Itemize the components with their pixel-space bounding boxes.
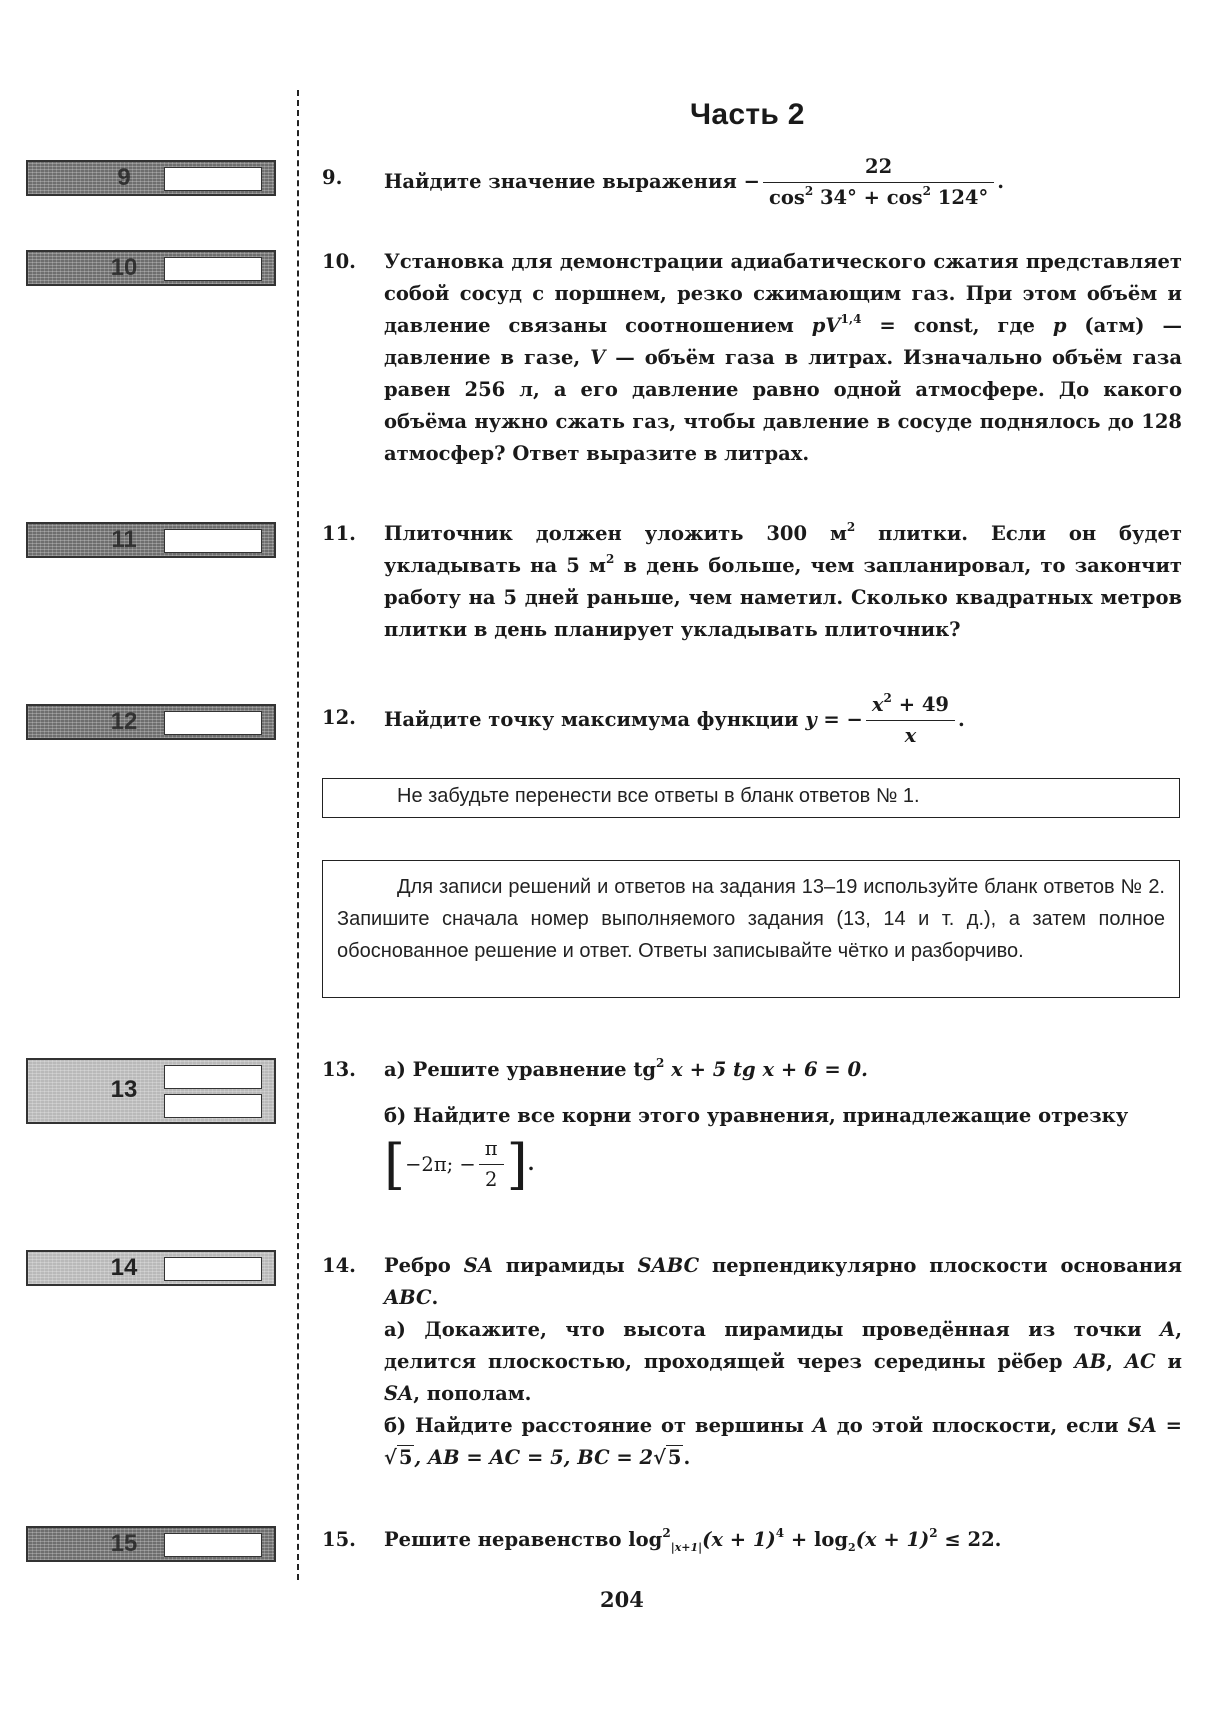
- exponent: 2: [883, 691, 892, 705]
- task-13-part-a: [384, 1054, 1182, 1086]
- variable-x: x: [871, 693, 884, 716]
- text-part: плитки. Если он будет укладывать на 5 м: [384, 522, 1182, 577]
- answer-box-label: 15: [110, 1530, 138, 1557]
- text-part: пирамиды: [492, 1254, 638, 1277]
- answer-box-label: 10: [110, 254, 138, 281]
- text-part: — объём газа в литрах. Изначально объём газа равен 256 л, а его давление равно одной атмосфере. До какого объёма нужно сжать газ, чтобы давление в сосуде поднялось до 128 атмосфер? Ответ выразите в литрах.: [384, 346, 1183, 465]
- answer-box-label: 12: [110, 708, 138, 735]
- task-14-intro: [384, 1250, 1182, 1314]
- fraction-numerator: π: [479, 1134, 504, 1165]
- answer-box-9: [26, 160, 276, 196]
- task-text: Найдите точку максимума функции: [384, 708, 799, 731]
- edge-sa: SA: [1127, 1414, 1157, 1437]
- cut-line-divider: [297, 90, 299, 1580]
- period: .: [997, 170, 1005, 193]
- conditions: , AB = AC = 5, BC = 2√: [414, 1446, 666, 1469]
- text-part: , делится плоскостью, проходящей через середины рёбер: [384, 1318, 1182, 1373]
- point-a: A: [812, 1414, 828, 1437]
- task-text: [384, 246, 1182, 470]
- log-text: + log: [784, 1528, 849, 1551]
- answer-field[interactable]: [164, 167, 262, 191]
- task-number: 13.: [322, 1058, 356, 1081]
- task-10: [322, 246, 1182, 470]
- text-part: (атм) — давление в газе,: [384, 314, 1182, 369]
- edge-sa: SA: [384, 1382, 414, 1405]
- edge-sa: SA: [463, 1254, 493, 1277]
- formula-rest: = const: [861, 314, 973, 337]
- fraction: [763, 152, 994, 213]
- edge-ac: AC: [1124, 1350, 1156, 1373]
- fraction: [479, 1134, 504, 1195]
- expression-part: 34° + cos: [813, 186, 923, 209]
- formula: pV: [811, 314, 841, 337]
- task-text: [384, 518, 1182, 646]
- text-part: Плиточник должен уложить 300 м: [384, 522, 847, 545]
- task-11: [322, 518, 1182, 646]
- period: .: [527, 1152, 535, 1175]
- interval-left: −2π; −: [405, 1152, 476, 1176]
- numerator-rest: + 49: [891, 693, 949, 716]
- task-number: 15.: [322, 1528, 356, 1551]
- answer-box-10: [26, 250, 276, 286]
- sqrt-value: 5: [398, 1446, 413, 1469]
- text-part: б) Найдите все корни этого уравнения, принадлежащие отрезку: [384, 1104, 1129, 1127]
- variable-p: p: [1052, 314, 1067, 337]
- variable-v: V: [590, 346, 606, 369]
- task-14-part-b: [384, 1410, 1182, 1474]
- instructions-text: Для записи решений и ответов на задания 13–19 используйте бланк ответов № 2. Запишите сначала номер выполняемого задания (13, 14 и т. д.), а затем полное обоснованное решение и ответ. Ответы записывайте чётко и разборчиво.: [337, 876, 1165, 962]
- answer-field[interactable]: [164, 711, 262, 735]
- base-abc: ABC: [384, 1286, 432, 1309]
- interval-bracket: [ −2π; − $\frac{\pi}{2}$ ]: [384, 1132, 528, 1196]
- answer-field[interactable]: [164, 1533, 262, 1557]
- text-part: Ребро: [384, 1254, 464, 1277]
- task-text: Найдите значение выражения: [384, 170, 737, 193]
- fraction-denominator: 2: [484, 1168, 498, 1191]
- answer-field-a[interactable]: [164, 1065, 262, 1089]
- period: .: [683, 1446, 691, 1469]
- text-part: а) Решите уравнение: [384, 1058, 634, 1081]
- task-9: [322, 152, 1182, 213]
- text-part: и: [1155, 1350, 1182, 1373]
- period: .: [957, 708, 965, 731]
- answer-box-13: [26, 1058, 276, 1124]
- task-13-part-b: [384, 1100, 1182, 1132]
- task-14: [322, 1250, 1182, 1474]
- expression-part: 124°: [931, 186, 989, 209]
- inequality-rhs: ≤ 22.: [937, 1528, 1002, 1551]
- instructions-notice: [322, 860, 1180, 998]
- fraction-denominator: [866, 721, 955, 751]
- text-part: перпендикулярно плоскости основания: [699, 1254, 1183, 1277]
- part-title: Часть 2: [690, 98, 805, 131]
- tg-text: tg: [633, 1058, 656, 1081]
- task-text: Решите неравенство: [384, 1528, 622, 1551]
- exponent: 2: [922, 184, 931, 198]
- answer-box-label: 11: [111, 526, 137, 553]
- transfer-answers-notice: Не забудьте перенести все ответы в бланк ответов № 1.: [322, 778, 1180, 818]
- task-15: [322, 1524, 1182, 1556]
- task-number: 10.: [322, 250, 356, 273]
- task-number: 11.: [322, 522, 356, 545]
- text-part: , пополам.: [413, 1382, 532, 1405]
- pyramid-sabc: SABC: [637, 1254, 700, 1277]
- exponent: 2: [929, 1526, 938, 1540]
- log-argument: (x + 1): [855, 1528, 930, 1551]
- text-part: в день больше, чем запланировал, то закончит работу на 5 дней раньше, чем наметил. Сколько квадратных метров плитки в день планирует укладывать плиточник?: [384, 554, 1182, 641]
- comma: ,: [1106, 1350, 1125, 1373]
- cos-text: cos: [768, 186, 805, 209]
- text-part: до этой плоскости, если: [827, 1414, 1128, 1437]
- answer-box-12: [26, 704, 276, 740]
- minus-sign: −: [743, 170, 760, 193]
- log-base: 2: [848, 1541, 856, 1554]
- answer-field[interactable]: [164, 1257, 262, 1281]
- page-number: 204: [600, 1587, 644, 1612]
- answer-box-label: 13: [110, 1076, 138, 1103]
- answer-box-label: 9: [117, 164, 131, 191]
- log-argument: (x + 1): [702, 1528, 776, 1551]
- exponent: 2: [605, 552, 615, 566]
- answer-box-11: [26, 522, 276, 558]
- text-part: = √: [384, 1414, 1182, 1469]
- exponent: 2: [804, 184, 814, 198]
- fraction-denominator: [763, 183, 994, 213]
- log-base: |x+1|: [670, 1541, 703, 1554]
- fraction: [866, 690, 955, 751]
- exponent: 4: [775, 1526, 785, 1540]
- exponent: 2: [846, 520, 856, 534]
- exponent: 1,4: [840, 312, 862, 326]
- period: .: [431, 1286, 439, 1309]
- log-text: log: [628, 1528, 663, 1551]
- answer-box-15: [26, 1526, 276, 1562]
- fraction-numerator: 22: [763, 152, 994, 183]
- answer-field[interactable]: [164, 529, 262, 553]
- text-part: а) Докажите, что высота пирамиды проведённая из точки: [384, 1318, 1161, 1341]
- edge-ab: AB: [1074, 1350, 1107, 1373]
- text-part: Установка для демонстрации адиабатического сжатия представляет собой сосуд с поршнем, резко сжимающим газ. При этом объём и давление связаны соотношением: [384, 250, 1182, 337]
- fraction-numerator: [866, 690, 955, 721]
- function-lhs: y = −: [805, 708, 863, 731]
- text-part: б) Найдите расстояние от вершины: [384, 1414, 813, 1437]
- task-13: [322, 1054, 1182, 1195]
- answer-field[interactable]: [164, 257, 262, 281]
- answer-box-label: 14: [110, 1254, 138, 1281]
- task-12: [322, 690, 1182, 751]
- point-a: A: [1160, 1318, 1176, 1341]
- task-14-part-a: [384, 1314, 1182, 1410]
- exponent: 2: [656, 1056, 665, 1070]
- exponent: 2: [662, 1526, 671, 1540]
- task-number: 12.: [322, 706, 356, 729]
- task-number: 9.: [322, 166, 343, 189]
- sqrt-value: 5: [667, 1446, 682, 1469]
- interval: [384, 1134, 1182, 1195]
- equation-rest: x + 5 tg x + 6 = 0.: [664, 1058, 868, 1081]
- answer-field-b[interactable]: [164, 1094, 262, 1118]
- task-number: 14.: [322, 1254, 356, 1277]
- text-part: , где: [972, 314, 1053, 337]
- answer-box-14: [26, 1250, 276, 1286]
- variable-x: x: [904, 724, 917, 747]
